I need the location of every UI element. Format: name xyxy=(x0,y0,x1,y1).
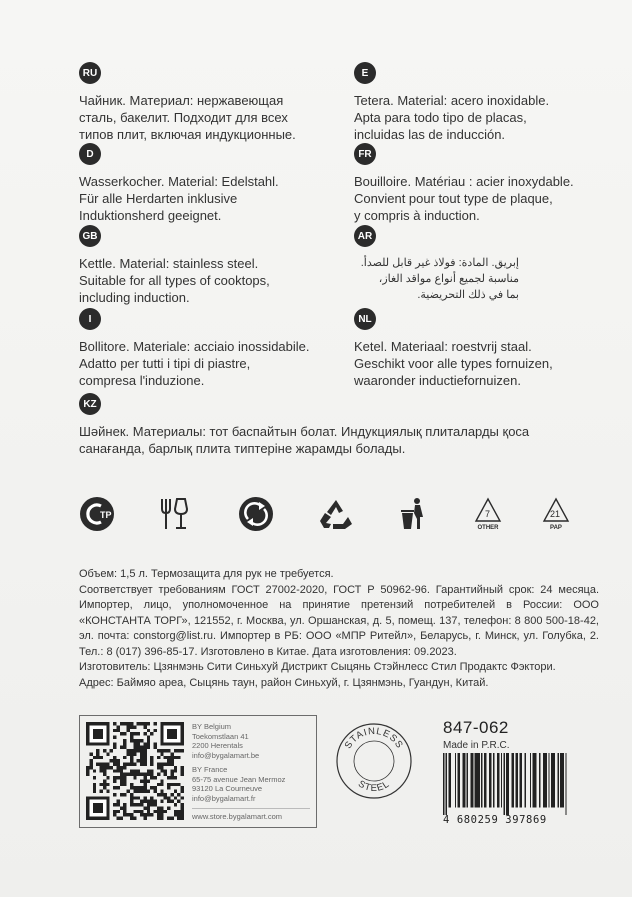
product-code: 847-062 xyxy=(443,718,509,737)
lang-block-gb xyxy=(79,225,339,306)
lang-text-gb: Kettle. Material: stainless steel. Suitable for all types of cooktops, including induction. xyxy=(79,256,270,305)
product-info xyxy=(79,567,599,691)
made-in: Made in P.R.C. xyxy=(443,740,510,751)
lang-text-es: Tetera. Material: acero inoxidable. Apta para todo tipo de placas, incluidas las de inducción. xyxy=(354,93,550,142)
distributor-addresses xyxy=(192,722,286,821)
lang-block-de xyxy=(79,143,339,224)
eac-ctp-icon xyxy=(78,492,116,536)
lang-badge-nl: NL xyxy=(354,308,376,330)
address-line: Адрес: Баймяо ареа, Сыцянь таун, район Синьхуй, г. Цзянмэнь, Гуандун, Китай. xyxy=(79,676,489,689)
volume-line: Объем: 1,5 л. Термозащита для рук не требуется. xyxy=(79,568,334,580)
recycle-other-label: OTHER xyxy=(477,525,499,531)
lang-badge-ar: AR xyxy=(354,225,376,247)
lang-block-it xyxy=(79,308,339,389)
svg-text:21: 21 xyxy=(550,509,561,519)
address-belgium: BY Belgium Toekomstlaan 41 2200 Herentals info@bygalamart.be xyxy=(192,722,260,760)
lang-block-ru xyxy=(79,62,339,143)
website-link: www.store.bygalamart.com xyxy=(192,808,310,822)
recycle-other-icon xyxy=(471,492,505,536)
lang-badge-it: I xyxy=(79,308,101,330)
svg-text:ТР: ТР xyxy=(100,510,112,520)
lang-block-ar xyxy=(354,225,614,303)
lang-block-es xyxy=(354,62,614,143)
recycle-pap-icon xyxy=(537,492,575,536)
svg-text:STEEL: STEEL xyxy=(356,778,392,795)
lang-block-fr xyxy=(354,143,614,224)
compliance-paragraph: Соответствует требованиям ГОСТ 27002-2020, ГОСТ Р 50962-96. Гарантийный срок: 24 месяца. Импортер, лицо, уполномоченное на принятие претензий потребителей в России: ООО «КОНСТАНТА ТОРГ», 121552, г. Москва, ул. Оршанская, д. 5, помещ. 137, телефон: 8 800 500-18-42, эл. почта: constorg@list.ru. Импортер в РБ: ООО «МПР Ритейл», Беларусь, г. Минск, ул. Голубка, 2. Тел.: 8 (017) 396-85-17. Изготовлено в Китае. Дата изготовления: 09.2023. xyxy=(79,583,599,658)
recycling-icon xyxy=(316,492,356,536)
recycle-arrow-icon xyxy=(236,492,276,536)
lang-badge-ru: RU xyxy=(79,62,101,84)
lang-block-nl xyxy=(354,308,614,389)
tidyman-icon xyxy=(397,492,429,536)
svg-text:STAINLESS: STAINLESS xyxy=(342,725,406,751)
manufacturer-line: Изготовитель: Цзянмэнь Сити Синьхуй Дистрикт Сыцянь Стэйнлесс Стил Продактс Фэктори. xyxy=(79,661,556,673)
recycle-pap-label: PAP xyxy=(550,525,562,531)
lang-text-nl: Ketel. Materiaal: roestvrij staal. Geschikt voor alle types fornuizen, waaronder inductiefornuizen. xyxy=(354,339,553,388)
svg-text:7: 7 xyxy=(485,509,491,519)
lang-text-it: Bollitore. Materiale: acciaio inossidabile. Adatto per tutti i tipi di piastre, compresa l'induzione. xyxy=(79,339,310,388)
lang-text-kz: Шәйнек. Материалы: тот баспайтын болат. Индукциялық плиталарды қоса санағанда, барлық плита типтеріне жарамды болады. xyxy=(79,424,530,456)
stainless-steel-stamp xyxy=(335,722,413,800)
food-safe-icon xyxy=(157,492,193,536)
lang-badge-es: E xyxy=(354,62,376,84)
lang-badge-kz: KZ xyxy=(79,393,101,415)
lang-badge-fr: FR xyxy=(354,143,376,165)
barcode-number: 4 680259 397869 xyxy=(443,814,547,826)
lang-text-fr: Bouilloire. Matériau : acier inoxydable. Convient pour tout type de plaque, y compris à induction. xyxy=(354,174,574,223)
barcode-icon xyxy=(443,753,568,815)
lang-block-kz xyxy=(79,393,559,457)
address-france: BY France 65-75 avenue Jean Mermoz 93120 La Courneuve info@bygalamart.fr xyxy=(192,765,286,803)
qr-code-icon xyxy=(86,722,184,820)
lang-badge-de: D xyxy=(79,143,101,165)
lang-text-ru: Чайник. Материал: нержавеющая сталь, бакелит. Подходит для всех типов плит, включая индукционные. xyxy=(79,93,296,142)
lang-badge-gb: GB xyxy=(79,225,101,247)
lang-text-ar: إبريق. المادة: فولاذ غير قابل للصدأ. مناسبة لجميع أنواع مواقد الغاز، بما في ذلك التحريضية. xyxy=(360,257,519,301)
distributor-box xyxy=(79,715,317,828)
lang-text-de: Wasserkocher. Material: Edelstahl. Für alle Herdarten inklusive Induktionsherd geeignet. xyxy=(79,174,279,223)
